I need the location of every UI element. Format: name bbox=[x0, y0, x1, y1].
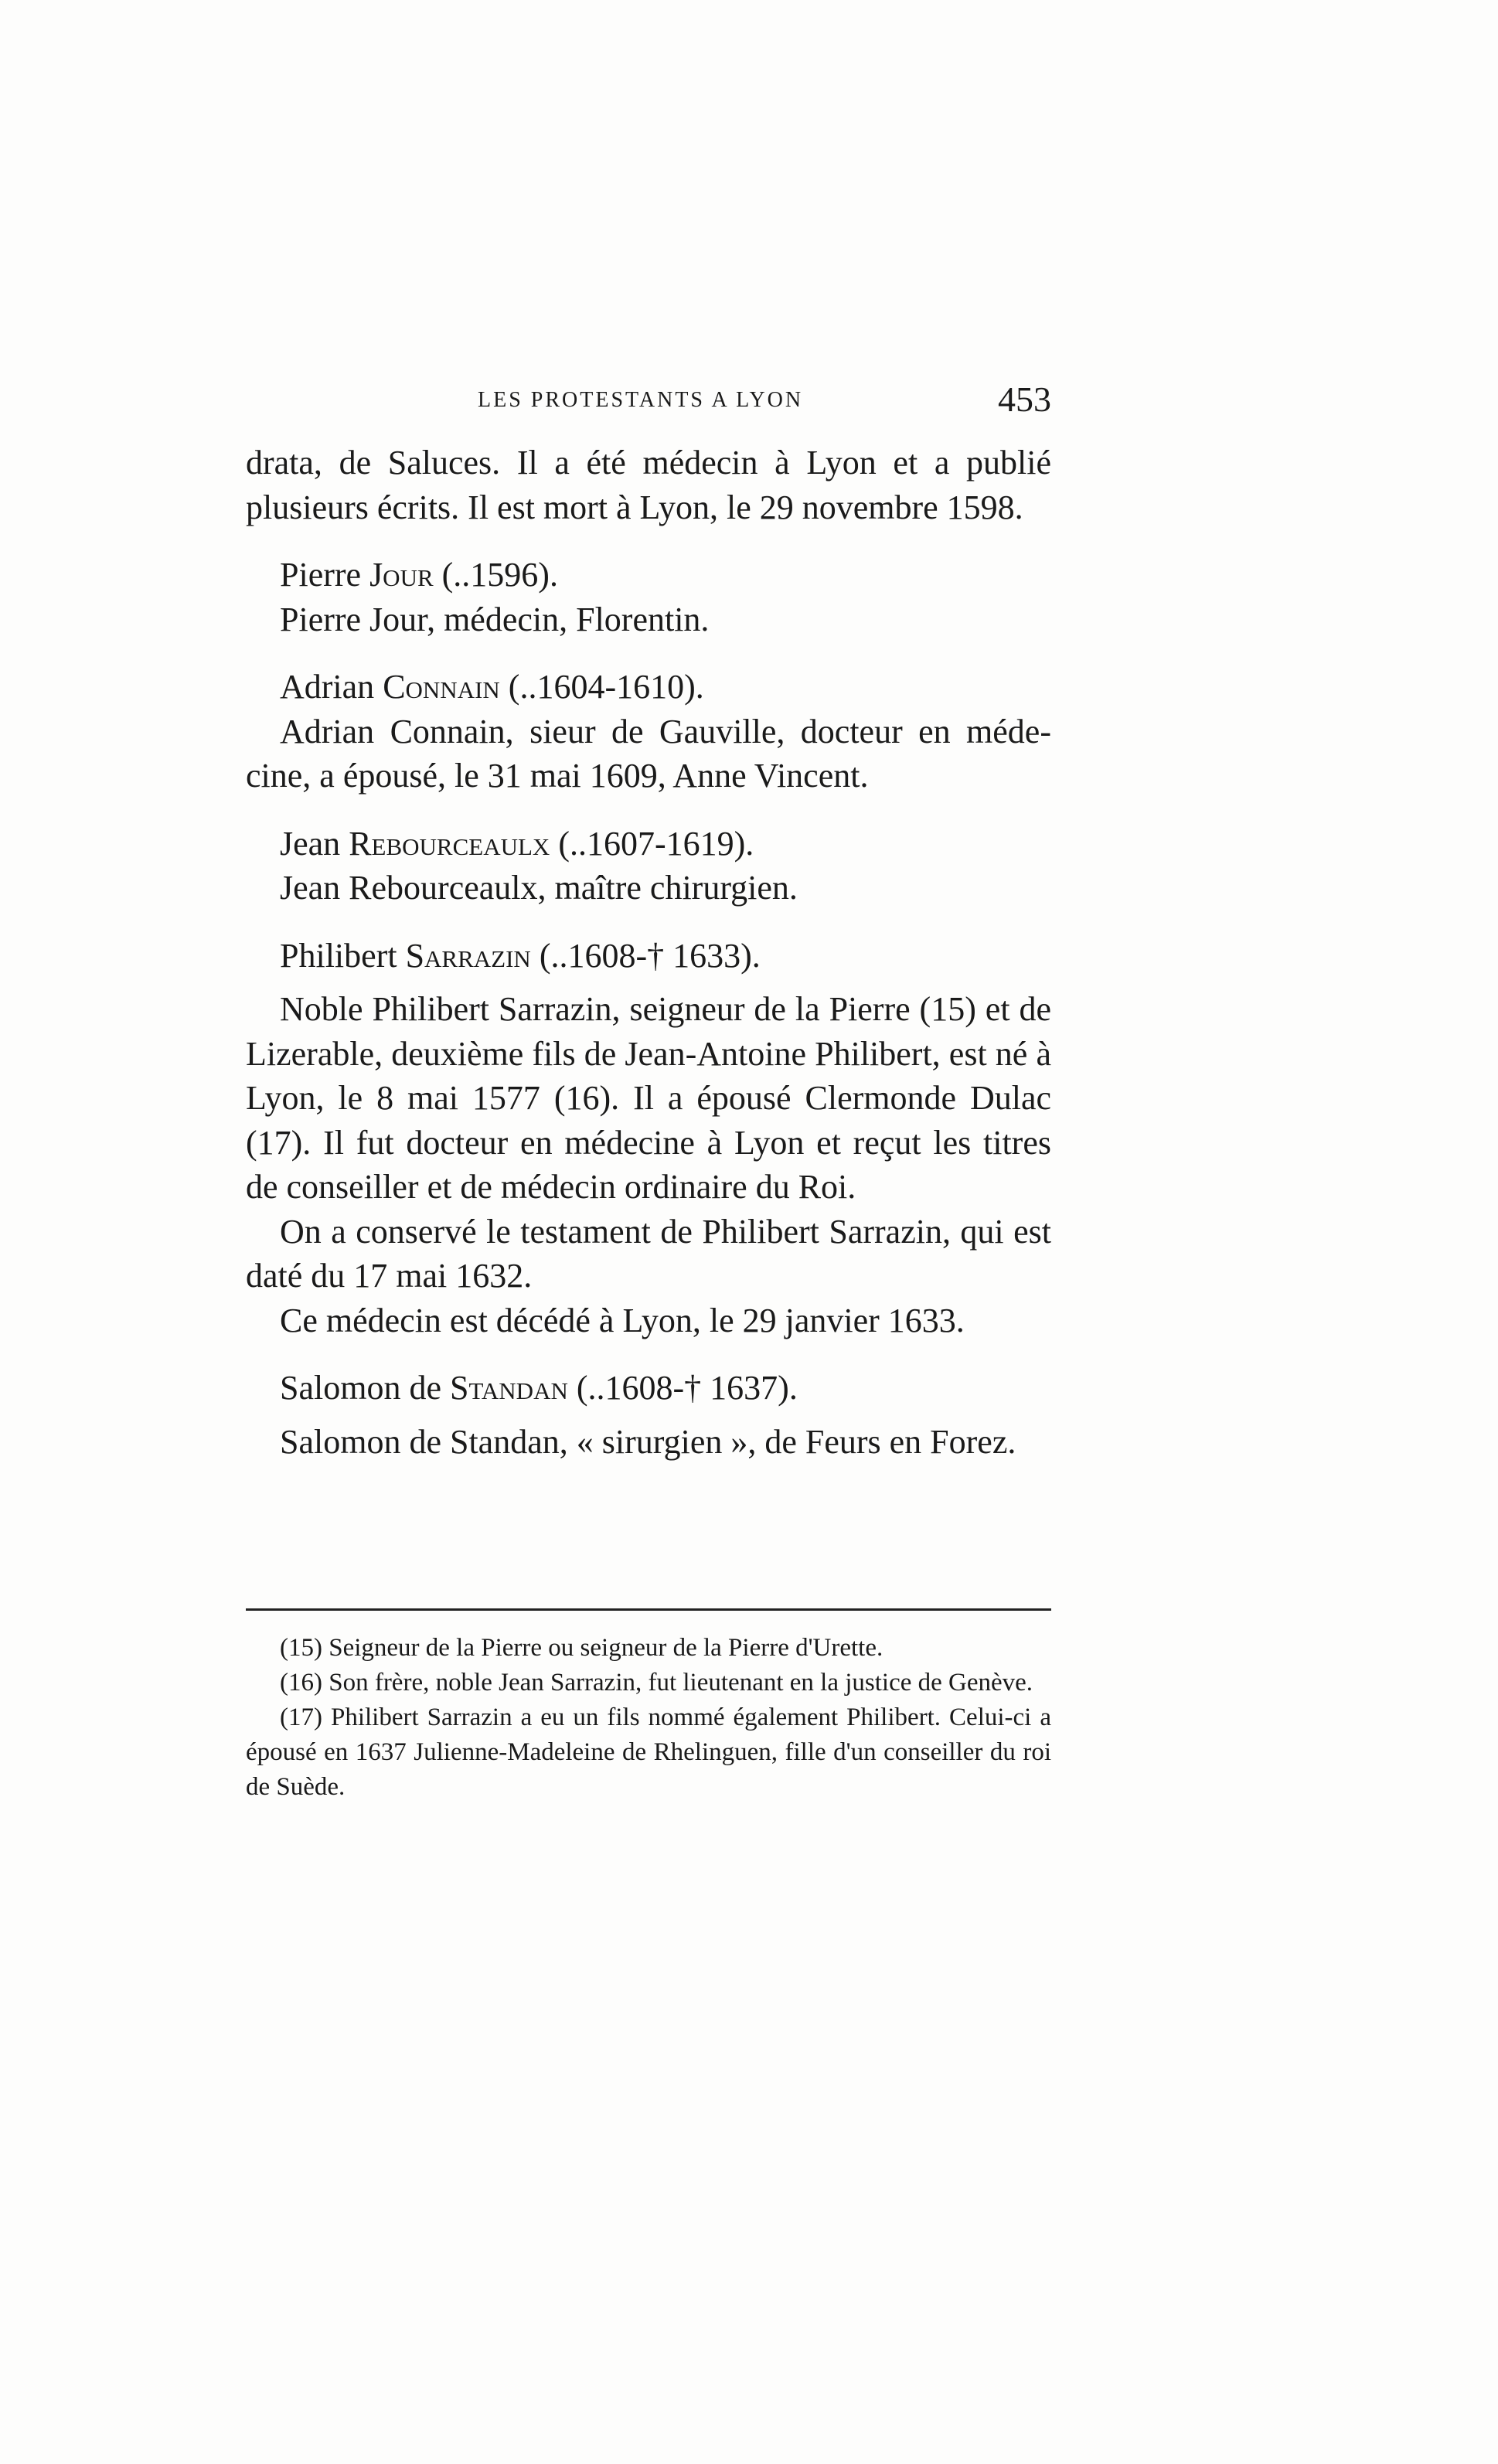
entry-first-name: Salomon de bbox=[280, 1369, 441, 1407]
entry-dates: (..1604-1610). bbox=[499, 668, 704, 706]
entry-heading-connain bbox=[246, 665, 1051, 710]
footnotes bbox=[246, 1631, 1051, 1805]
entry-heading-sarrazin bbox=[246, 934, 1051, 978]
entry-dates: (..1608-† 1637). bbox=[567, 1369, 798, 1407]
entry-surname: Rebourceaulx bbox=[349, 824, 550, 863]
entry-heading-jour bbox=[246, 553, 1051, 597]
entry-dates: (..1596). bbox=[433, 556, 558, 594]
footnote-16: (16) Son frère, noble Jean Sarrazin, fut lieutenant en la justice de Genève. bbox=[280, 1669, 1033, 1697]
entry-text-sarrazin-death: Ce médecin est décédé à Lyon, le 29 janvier 1633. bbox=[280, 1301, 965, 1339]
footnote-divider bbox=[246, 1608, 1051, 1611]
running-head: LES PROTESTANTS A LYON bbox=[478, 388, 804, 412]
entry-surname: Jour bbox=[369, 556, 434, 594]
entry-text-standan: Salomon de Standan, « sirurgien », de Feurs en Forez. bbox=[280, 1422, 1016, 1461]
entry-first-name: Philibert bbox=[280, 936, 397, 975]
main-text bbox=[246, 441, 1051, 1464]
entry-surname: Connain bbox=[383, 668, 500, 706]
entry-surname: Standan bbox=[449, 1369, 568, 1407]
entry-heading-rebourceaulx bbox=[246, 822, 1051, 866]
footnote-15: (15) Seigneur de la Pierre ou seigneur de la Pierre d'Urette. bbox=[280, 1634, 883, 1662]
footnote-17: (17) Philibert Sarrazin a eu un fils nommé également Philibert. Celui-ci a épousé en 1637 Julienne-Madeleine de Rhelinguen, fille d'un conseiller du roi de Suède. bbox=[246, 1703, 1051, 1801]
entry-dates: (..1607-1619). bbox=[550, 824, 754, 863]
entry-dates: (..1608-† 1633). bbox=[530, 936, 761, 975]
entry-text-sarrazin-testament: On a conservé le testament de Philibert Sarrazin, qui est daté du 17 mai 1632. bbox=[246, 1212, 1051, 1295]
paragraph-continuation: drata, de Saluces. Il a été médecin à Lyon et a publié plusieurs écrits. Il est mort à Lyon, le 29 novembre 1598. bbox=[246, 444, 1051, 526]
page-header bbox=[246, 379, 1051, 425]
entry-text-rebourceaulx: Jean Rebourceaulx, maître chirurgien. bbox=[280, 869, 798, 907]
entry-heading-standan bbox=[246, 1366, 1051, 1411]
entry-text-jour: Pierre Jour, médecin, Florentin. bbox=[280, 600, 710, 638]
entry-surname: Sarrazin bbox=[405, 936, 531, 975]
entry-text-connain: Adrian Connain, sieur de Gauville, docteur en médecine, a épousé, le 31 mai 1609, Anne Vincent. bbox=[246, 712, 1051, 795]
entry-first-name: Jean bbox=[280, 824, 341, 863]
entry-first-name: Adrian bbox=[280, 668, 375, 706]
page-number: 453 bbox=[998, 379, 1051, 419]
entry-text-sarrazin: Noble Philibert Sarrazin, seigneur de la Pierre (15) et de Lizerable, deuxième fils de Jean-Antoine Philibert, est né à Lyon, le 8 mai 1577 (16). Il a épousé Clermonde Dulac (17). Il fut docteur en médecine à Lyon et reçut les titres de conseiller et de médecin ordinaire du Roi. bbox=[246, 990, 1051, 1206]
entry-first-name: Pierre bbox=[280, 556, 362, 594]
